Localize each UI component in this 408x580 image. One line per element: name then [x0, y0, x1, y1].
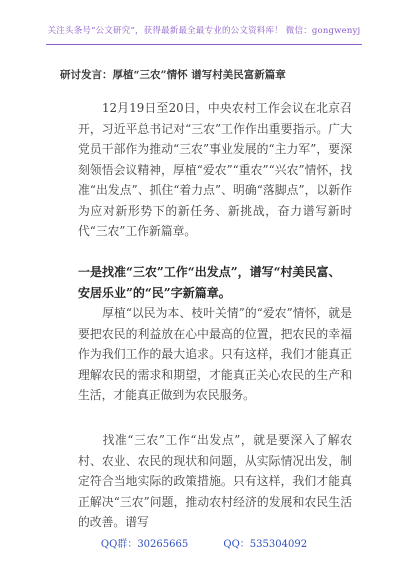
footer-qq-group: QQ群：30265665: [100, 539, 189, 550]
footer-qq: QQ：535304092: [223, 539, 308, 550]
paragraph-2: [78, 303, 352, 406]
paragraph-intro-text: 12月19日至20日，中央农村工作会议在北京召开，习近平总书记对“三农”工作作出重要指示。广大党员干部作为推动“三农”事业发展的“主力军”，要深刻领悟会议精神，厚植“爱农”“重农”“兴农”情怀，找准“出发点”、抓住“着力点”、明确“落脚点”，以新作为应对新形势下的新任务、新挑战，奋力谱写新时代“三农”工作新篇章。: [78, 101, 352, 238]
header-notice: 关注头条号“公文研究”，获得最新最全最专业的公文资料库！ 微信：gongwenyj: [47, 26, 361, 36]
page-footer: [0, 535, 408, 550]
header-divider: [46, 44, 362, 45]
paragraph-2-text: 厚植“以民为本、枝叶关情”的“爱农”情怀，就是要把农民的利益放在心中最高的位置，把农民的幸福作为我们工作的最大追求。只有这样，我们才能真正理解农民的需求和期望，才能真正关心农民的生产和生活，才能真正做到为农民服务。: [78, 306, 352, 402]
paragraph-intro: [78, 98, 352, 242]
page-header: [0, 0, 408, 52]
paragraph-3-text: 找准“三农”工作“出发点”，就是要深入了解农村、农业、农民的现状和问题，从实际情况出发，制定符合当地实际的政策措施。只有这样，我们才能真正解决“三农”问题，推动农村经济的发展和农民生活的改善。谱写: [78, 433, 352, 529]
section-heading-1: 一是找准“三农”工作“出发点”，谱写“村美民富、安居乐业”的“民”字新篇章。: [78, 265, 341, 300]
document-title: 研讨发言：厚植“三农”情怀 谱写村美民富新篇章: [60, 69, 286, 81]
paragraph-3: [78, 430, 352, 533]
